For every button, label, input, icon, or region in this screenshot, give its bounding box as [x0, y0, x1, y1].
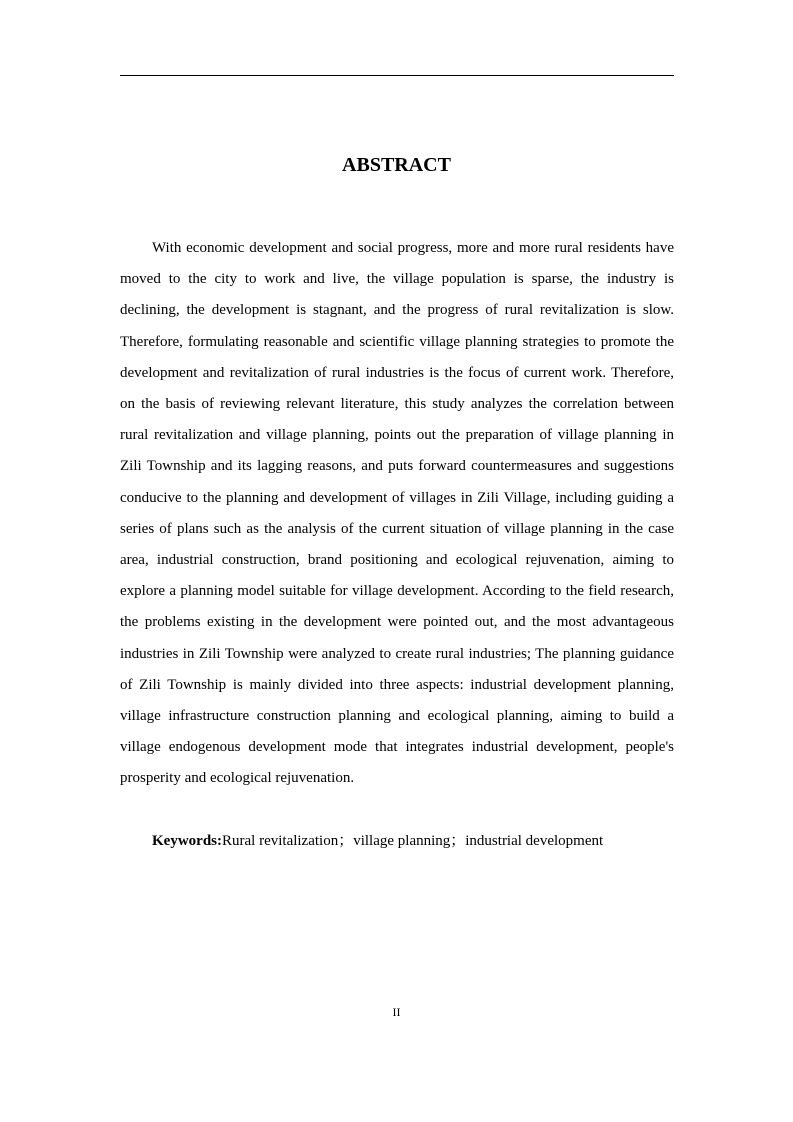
header-rule [120, 75, 674, 76]
page-number: II [392, 1005, 401, 1019]
keywords-text: Rural revitalization；village planning；industrial development [222, 833, 604, 849]
abstract-body: With economic development and social progress, more and more rural residents have moved to the city to work and live, the village population is sparse, the industry is declining, the development is stagnant, and the progress of rural revitalization is slow. Therefore, formulating reasonable and scientific village planning strategies to promote the development and revitalization of rural industries is the focus of current work. Therefore, on the basis of reviewing relevant literature, this study analyzes the correlation between rural revitalization and village planning, points out the preparation of village planning in Zili Township and its lagging reasons, and puts forward countermeasures and suggestions conducive to the planning and development of villages in Zili Village, including guiding a series of plans such as the analysis of the current situation of village planning in the case area, industrial construction, brand positioning and ecological rejuvenation, aiming to explore a planning model suitable for village development. According to the field research, the problems existing in the development were pointed out, and the most advantageous industries in Zili Township were analyzed to create rural industries; The planning guidance of Zili Township is mainly divided into three aspects: industrial development planning, village infrastructure construction planning and ecological planning, aiming to build a village endogenous development mode that integrates industrial development, people's prosperity and ecological rejuvenation. [120, 240, 674, 787]
keywords-line [152, 826, 674, 857]
keywords-label: Keywords: [152, 833, 222, 849]
abstract-title: ABSTRACT [342, 154, 451, 176]
